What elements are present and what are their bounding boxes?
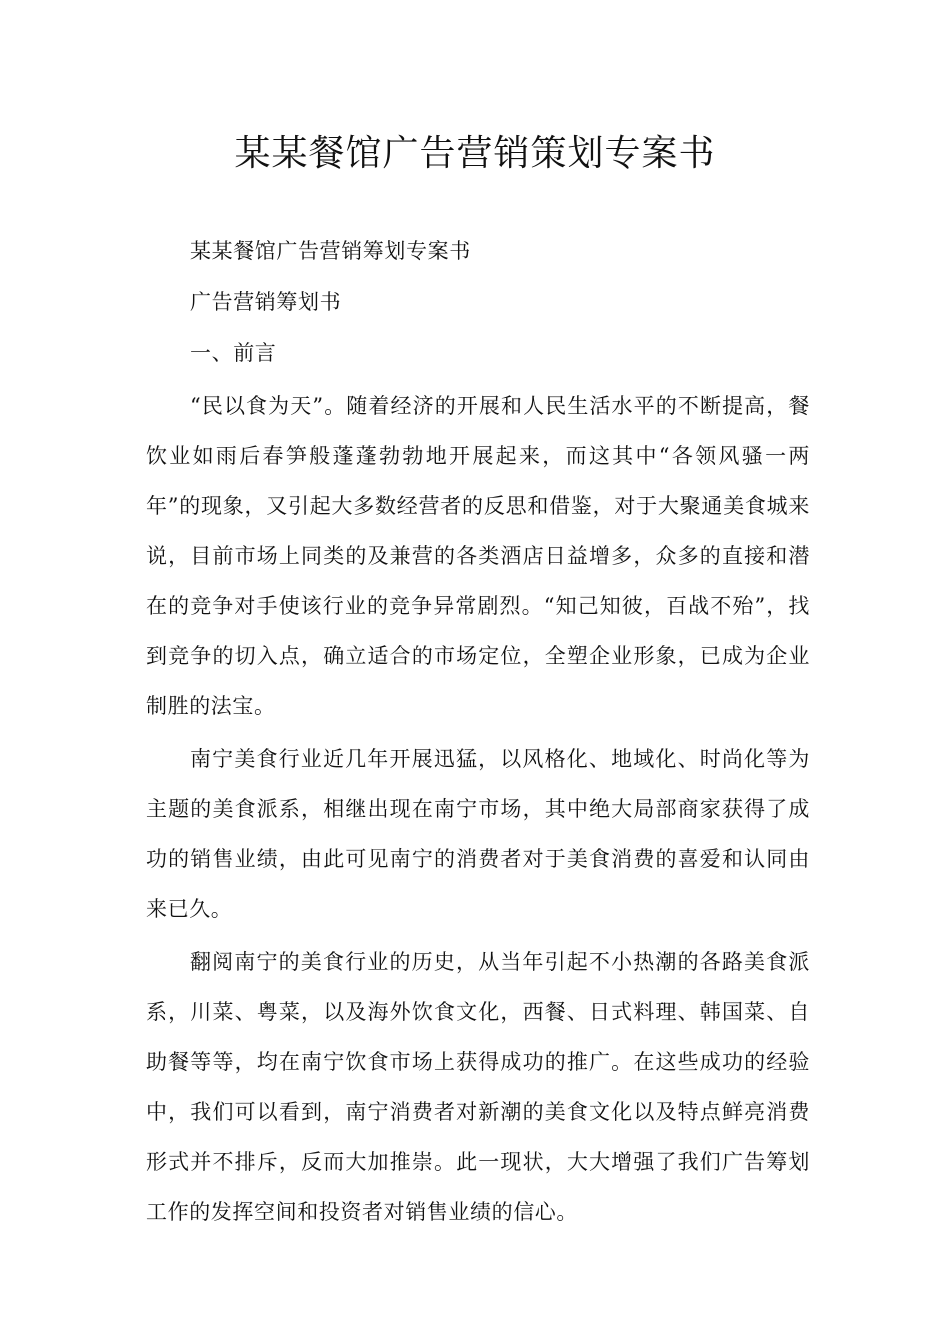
body-paragraph: 南宁美食行业近几年开展迅猛，以风格化、地域化、时尚化等为主题的美食派系，相继出现在南宁市场，其中绝大局部商家获得了成功的销售业绩，由此可见南宁的消费者对于美食消费的喜爱和认同由来已久。 (146, 747, 810, 921)
subtitle-paragraph: 某某餐馆广告营销筹划专案书 (190, 239, 471, 263)
section-label-paragraph: 广告营销筹划书 (190, 290, 342, 314)
document-body (146, 226, 810, 1237)
document-title: 某某餐馆广告营销策划专案书 (234, 133, 716, 174)
body-paragraph: 翻阅南宁的美食行业的历史，从当年引起不小热潮的各路美食派系，川菜、粤菜，以及海外饮食文化，西餐、日式料理、韩国菜、自助餐等等，均在南宁饮食市场上获得成功的推广。在这些成功的经验中，我们可以看到，南宁消费者对新潮的美食文化以及特点鲜亮消费形式并不排斥，反而大加推崇。此一现状，大大增强了我们广告筹划工作的发挥空间和投资者对销售业绩的信心。 (146, 950, 810, 1224)
body-paragraph: “民以食为天”。随着经济的开展和人民生活水平的不断提高，餐饮业如雨后春笋般蓬蓬勃勃地开展起来，而这其中“各领风骚一两年”的现象，又引起大多数经营者的反思和借鉴，对于大聚通美食城来说，目前市场上同类的及兼营的各类酒店日益增多，众多的直接和潜在的竞争对手使该行业的竞争异常剧烈。“知己知彼，百战不殆”，找到竞争的切入点，确立适合的市场定位，全塑企业形象，已成为企业制胜的法宝。 (146, 394, 810, 718)
section-heading-preface: 一、前言 (190, 341, 277, 365)
